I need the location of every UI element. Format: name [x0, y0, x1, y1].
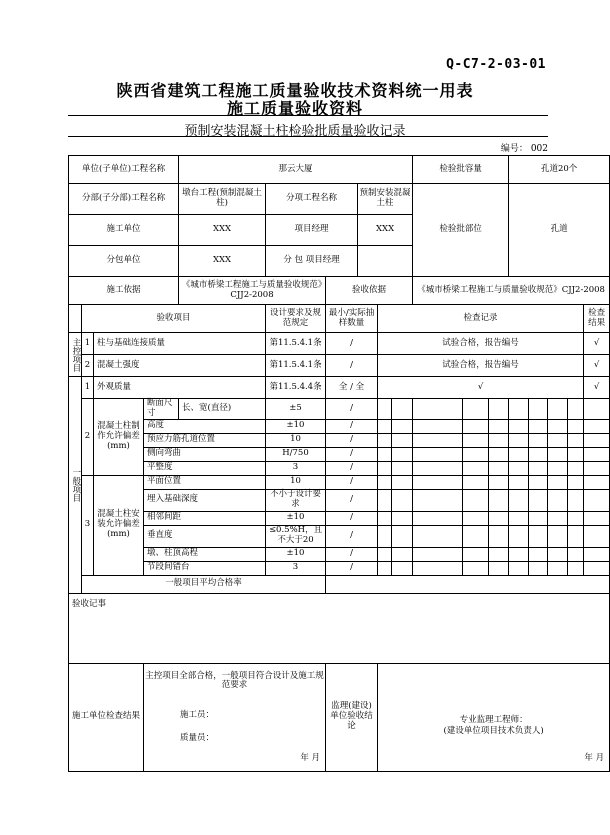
tolerance-row	[69, 419, 610, 433]
form-code: Q-C7-2-03-01	[446, 57, 546, 72]
unit-label: 单位(子单位)工程名称	[69, 156, 179, 184]
tolerance-name: 垂直度	[144, 525, 266, 547]
tolerance-sample: /	[326, 433, 378, 447]
main-group-label: 主控项目	[69, 333, 82, 377]
tolerance-row	[69, 547, 610, 561]
pass-rate-row	[69, 575, 610, 593]
main-item-result: √	[584, 333, 610, 355]
col-design: 设计要求及规范规定	[266, 305, 326, 333]
form-title-line2: 施工质量验收资料	[226, 99, 363, 118]
form-title: 陕西省建筑工程施工质量验收技术资料统一用表	[116, 81, 474, 100]
basis-label: 施工依据	[69, 277, 179, 305]
inspection-table	[68, 155, 610, 772]
tolerance-spec: ±10	[266, 547, 326, 561]
tolerance-spec: 不小于设计要求	[266, 489, 326, 511]
contractor-result-label: 施工单位检查结果	[69, 663, 144, 771]
tolerance-sample: /	[326, 419, 378, 433]
tolerance-spec: 10	[266, 475, 326, 489]
supervisor-sub-label: (建设单位项目技术负责人)	[443, 725, 544, 736]
main-item-name: 柱与基础连接质量	[94, 333, 266, 355]
main-item-name: 混凝土强度	[94, 355, 266, 377]
general-item-name: 外观质量	[94, 377, 266, 399]
tolerance-name: 相邻间距	[144, 511, 266, 525]
tolerance-name: 墩、柱顶高程	[144, 547, 266, 561]
tolerance-sample: /	[326, 511, 378, 525]
fabrication-tolerance-group: 混凝土柱制作允许偏差(mm)	[94, 399, 144, 476]
item-project-value: 预制安装混凝土柱	[358, 184, 413, 215]
column-header-row	[69, 305, 610, 333]
tolerance-spec: ±10	[266, 419, 326, 433]
general-item-row	[69, 377, 610, 399]
tolerance-name: 埋入基础深度	[144, 489, 266, 511]
inspection-part-value: 孔道	[509, 184, 610, 277]
tolerance-sample: /	[326, 475, 378, 489]
col-item: 验收项目	[82, 305, 266, 333]
tolerance-name: 平面位置	[144, 475, 266, 489]
info-row-basis	[69, 277, 610, 305]
form-subtitle: 预制安装混凝土柱检验批质量验收记录	[184, 124, 406, 139]
subtitle-rule	[68, 136, 548, 137]
tolerance-row	[69, 433, 610, 447]
general-item-record: √	[378, 377, 584, 399]
tolerance-name: 侧向弯曲	[144, 447, 266, 461]
main-item-no: 2	[82, 355, 94, 377]
batch-capacity-label: 检验批容量	[413, 156, 509, 184]
item-project-label: 分项工程名称	[266, 184, 358, 215]
subdivision-label: 分部(子分部)工程名称	[69, 184, 179, 215]
subcontractor-label: 分包单位	[69, 246, 179, 277]
sub-pm-label: 分 包 项目经理	[266, 246, 358, 277]
tolerance-sample: /	[326, 489, 378, 511]
project-manager-value: XXX	[358, 215, 413, 246]
tolerance-name: 节段间错台	[144, 561, 266, 575]
serial-number: 编号： 002	[500, 144, 548, 154]
main-item-record: 试验合格，报告编号	[378, 333, 584, 355]
supervisor-label: 专业监理工程师：	[459, 714, 528, 725]
tolerance-row	[69, 511, 610, 525]
tolerance-row	[69, 447, 610, 461]
tolerance-spec: ±10	[266, 511, 326, 525]
inspection-part-label: 检验批部位	[413, 184, 509, 277]
general-group-label: 一般项目	[69, 377, 82, 594]
accept-basis-label: 验收依据	[326, 277, 413, 305]
contractor-date: 年 月	[300, 752, 321, 763]
main-item-row	[69, 333, 610, 355]
contractor-label: 施工单位	[69, 215, 179, 246]
col-result: 检查结果	[584, 305, 610, 333]
qc-label: 质量员：	[180, 732, 215, 743]
worker-label: 施工员：	[180, 709, 215, 720]
subcontractor-value: XXX	[179, 246, 266, 277]
general-item-no: 2	[82, 399, 94, 476]
col-sample: 最小/实际抽样数量	[326, 305, 378, 333]
contractor-value: XXX	[179, 215, 266, 246]
tolerance-spec: 3	[266, 461, 326, 475]
tolerance-sample: /	[326, 447, 378, 461]
main-item-record: 试验合格，报告编号	[378, 355, 584, 377]
tolerance-sample: /	[326, 547, 378, 561]
sub-pm-value	[358, 246, 413, 277]
notes-row	[69, 593, 610, 663]
info-row-unit	[69, 156, 610, 184]
notes-label: 验收记事	[69, 593, 610, 663]
tolerance-row	[69, 461, 610, 475]
supervision-label: 监理(建设)单位验收结论	[326, 663, 378, 771]
tolerance-row	[69, 525, 610, 547]
main-item-no: 1	[82, 333, 94, 355]
tolerance-row	[69, 399, 610, 420]
main-item-sample: /	[326, 333, 378, 355]
conclusion-text: 主控项目全部合格，一般项目符合设计及施工规范要求	[145, 670, 324, 691]
unit-value: 那云大厦	[179, 156, 413, 184]
subdivision-value: 墩台工程(预制混凝土柱)	[179, 184, 266, 215]
supervision-date: 年 月	[584, 752, 605, 763]
tolerance-name: 断面尺寸	[144, 399, 179, 420]
general-item-result: √	[584, 377, 610, 399]
general-item-sample: 全 / 全	[326, 377, 378, 399]
tolerance-row	[69, 489, 610, 511]
tolerance-name: 平整度	[144, 461, 266, 475]
contractor-result-block	[144, 663, 326, 771]
main-item-sample: /	[326, 355, 378, 377]
tolerance-row	[69, 475, 610, 489]
tolerance-name: 预应力筋孔道位置	[144, 433, 266, 447]
main-item-result: √	[584, 355, 610, 377]
tolerance-spec: ±5	[266, 399, 326, 420]
pass-rate-value	[326, 575, 610, 593]
main-item-spec: 第11.5.4.1条	[266, 333, 326, 355]
info-row-subdivision	[69, 184, 610, 215]
tolerance-spec: ≤0.5%H，且不大于20	[266, 525, 326, 547]
general-item-spec: 第11.5.4.4条	[266, 377, 326, 399]
tolerance-sub: 长、宽(直径)	[179, 399, 266, 420]
main-item-spec: 第11.5.4.1条	[266, 355, 326, 377]
general-item-no: 1	[82, 377, 94, 399]
pass-rate-label: 一般项目平均合格率	[82, 575, 326, 593]
basis-value: 《城市桥梁工程施工与质量验收规范》CJJ2-2008	[179, 277, 326, 305]
title-rule	[68, 115, 548, 116]
tolerance-row	[69, 561, 610, 575]
col-record: 检查记录	[378, 305, 584, 333]
batch-capacity-value: 孔道20个	[509, 156, 610, 184]
tolerance-sample: /	[326, 461, 378, 475]
tolerance-spec: H/750	[266, 447, 326, 461]
tolerance-spec: 10	[266, 433, 326, 447]
main-item-row	[69, 355, 610, 377]
tolerance-name: 高度	[144, 419, 266, 433]
tolerance-sample: /	[326, 525, 378, 547]
installation-tolerance-group: 混凝土柱安装允许偏差(mm)	[94, 475, 144, 575]
tolerance-spec: 3	[266, 561, 326, 575]
signature-row	[69, 663, 610, 771]
supervision-block	[378, 663, 610, 771]
tolerance-sample: /	[326, 561, 378, 575]
accept-basis-value: 《城市桥梁工程施工与质量验收规范》CJJ2-2008	[413, 277, 610, 305]
header-blank	[69, 305, 82, 333]
project-manager-label: 项目经理	[266, 215, 358, 246]
general-item-no: 3	[82, 475, 94, 575]
tolerance-sample: /	[326, 399, 378, 420]
